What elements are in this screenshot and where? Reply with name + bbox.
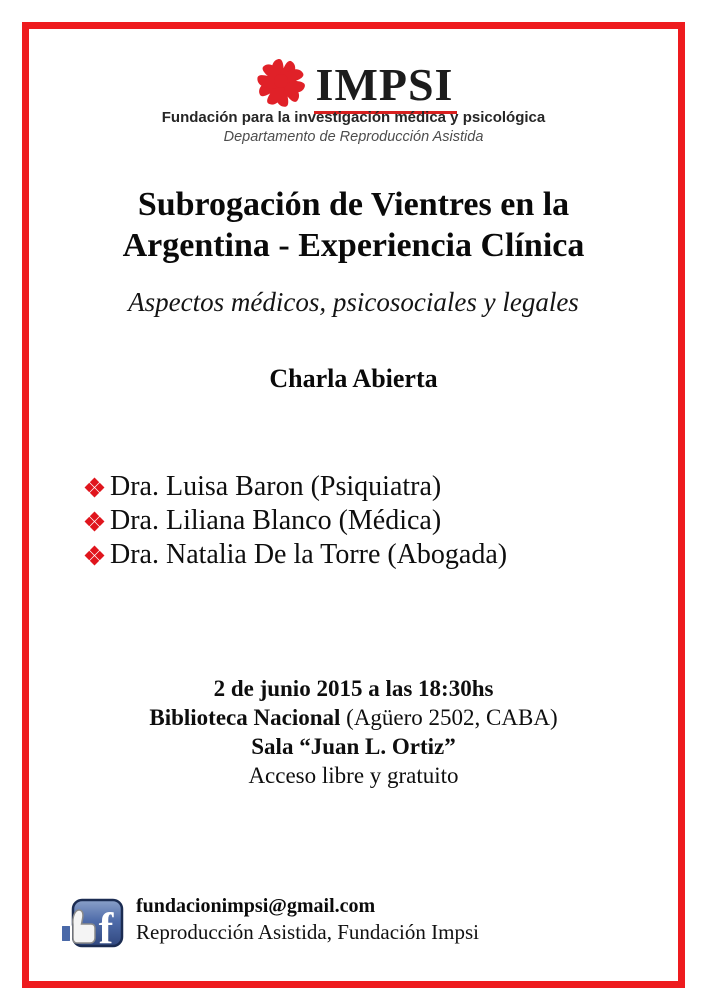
speaker-list — [84, 470, 507, 572]
event-venue — [0, 703, 707, 732]
footer — [58, 893, 479, 957]
svg-text:f: f — [98, 904, 114, 952]
facebook-page-name: Reproducción Asistida, Fundación Impsi — [136, 920, 479, 944]
event-details — [0, 674, 707, 790]
facebook-like-icon — [58, 898, 124, 957]
event-datetime: 2 de junio 2015 a las 18:30hs — [213, 676, 494, 701]
event-admission: Acceso libre y gratuito — [248, 763, 459, 788]
diamond-bullet-icon — [84, 477, 105, 498]
event-title-line2: Argentina - Experiencia Clínica — [122, 227, 585, 264]
list-item — [84, 504, 507, 538]
list-item — [84, 470, 507, 504]
event-title-line1: Subrogación de Vientres en la — [137, 186, 570, 223]
event-venue-address: (Agüero 2502, CABA) — [340, 705, 558, 730]
event-room: Sala “Juan L. Ortiz” — [251, 734, 456, 759]
contact-email: fundacionimpsi@gmail.com — [136, 895, 376, 917]
logo-department: Departamento de Reproducción Asistida — [223, 129, 484, 145]
event-venue-name: Biblioteca Nacional — [149, 705, 341, 730]
diamond-bullet-icon — [84, 511, 105, 532]
event-subtitle: Aspectos médicos, psicosociales y legales — [128, 287, 579, 317]
speaker-name: Dra. Luisa Baron (Psiquiatra) — [110, 471, 442, 502]
diamond-bullet-icon — [84, 545, 105, 566]
list-item — [84, 538, 507, 572]
logo-tagline: Fundación para la investigación médica y psicológica — [161, 109, 546, 126]
footer-text — [136, 893, 479, 946]
session-type: Charla Abierta — [269, 364, 438, 393]
speaker-name: Dra. Natalia De la Torre (Abogada) — [110, 539, 508, 570]
event-title — [0, 184, 707, 266]
speaker-name: Dra. Liliana Blanco (Médica) — [110, 505, 442, 536]
logo-wordmark: IMPSI — [314, 62, 458, 114]
